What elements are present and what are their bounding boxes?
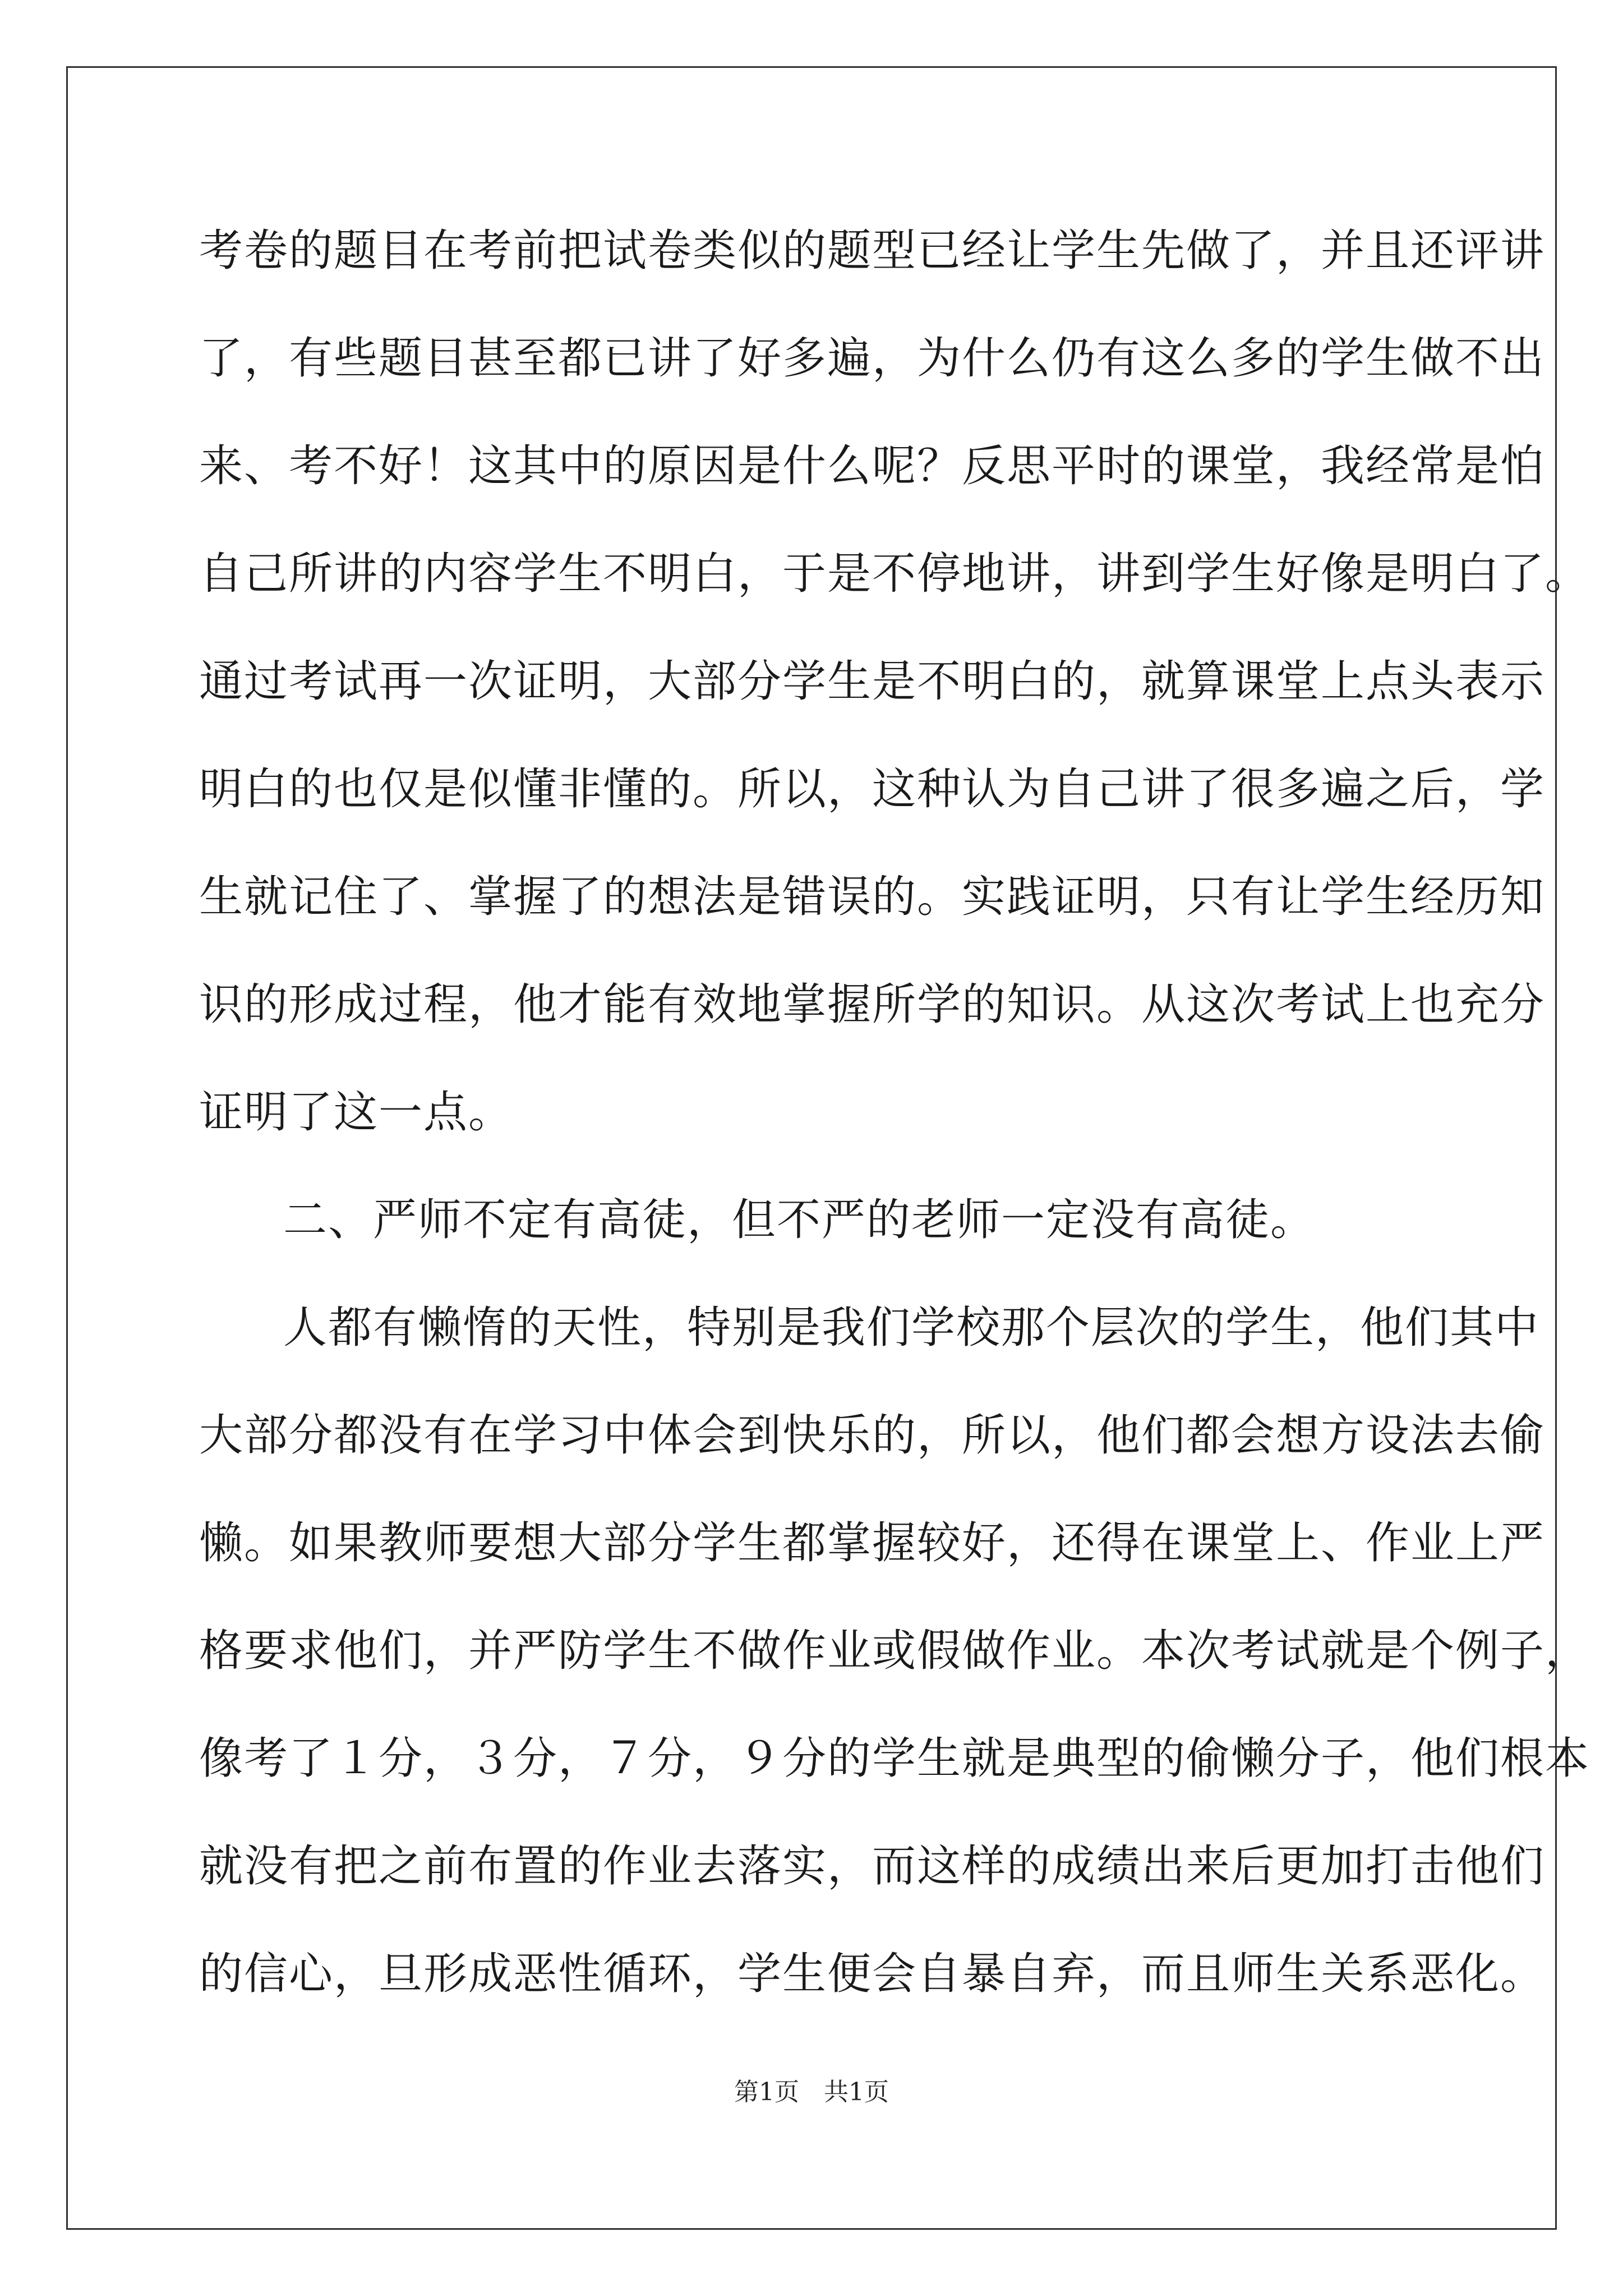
paragraph-line: 的信心，旦形成恶性循环，学生便会自暴自弃，而且师生关系恶化。: [199, 1949, 1546, 1999]
paragraph-line: 证明了这一点。: [199, 1087, 514, 1138]
paragraph-line: 人都有懒惰的天性，特别是我们学校那个层次的学生，他们其中: [283, 1303, 1540, 1353]
page-border: [66, 66, 1557, 2230]
paragraph-line: 明白的也仅是似懂非懂的。所以，这种认为自己讲了很多遍之后，学: [199, 764, 1546, 815]
paragraph-line: 识的形成过程，他才能有效地掌握所学的知识。从这次考试上也充分: [199, 979, 1546, 1030]
paragraph-line: 大部分都没有在学习中体会到快乐的，所以，他们都会想方设法去偷: [199, 1410, 1546, 1461]
page-number-footer: 第1页 共1页: [734, 2078, 889, 2106]
paragraph-line: 通过考试再一次证明，大部分学生是不明白的，就算课堂上点头表示: [199, 656, 1546, 707]
paragraph-line: 了，有些题目甚至都已讲了好多遍，为什么仍有这么多的学生做不出: [199, 333, 1546, 384]
paragraph-line: 懒。如果教师要想大部分学生都掌握较好，还得在课堂上、作业上严: [199, 1518, 1546, 1568]
paragraph-line: 生就记住了、掌握了的想法是错误的。实践证明，只有让学生经历知: [199, 872, 1546, 922]
paragraph-line: 来、考不好！这其中的原因是什么呢？反思平时的课堂，我经常是怕: [199, 441, 1546, 491]
paragraph-line: 格要求他们，并严防学生不做作业或假做作业。本次考试就是个例子，: [199, 1626, 1590, 1676]
section-heading: 二、严师不定有高徒，但不严的老师一定没有高徒。: [283, 1195, 1316, 1245]
paragraph-line: 自己所讲的内容学生不明白，于是不停地讲，讲到学生好像是明白了。: [199, 549, 1590, 599]
paragraph-line: 像考了１分，３分，７分，９分的学生就是典型的偷懒分子，他们根本: [199, 1733, 1590, 1784]
paragraph-line: 考卷的题目在考前把试卷类似的题型已经让学生先做了，并且还评讲: [199, 226, 1546, 276]
paragraph-line: 就没有把之前布置的作业去落实，而这样的成绩出来后更加打击他们: [199, 1841, 1546, 1892]
